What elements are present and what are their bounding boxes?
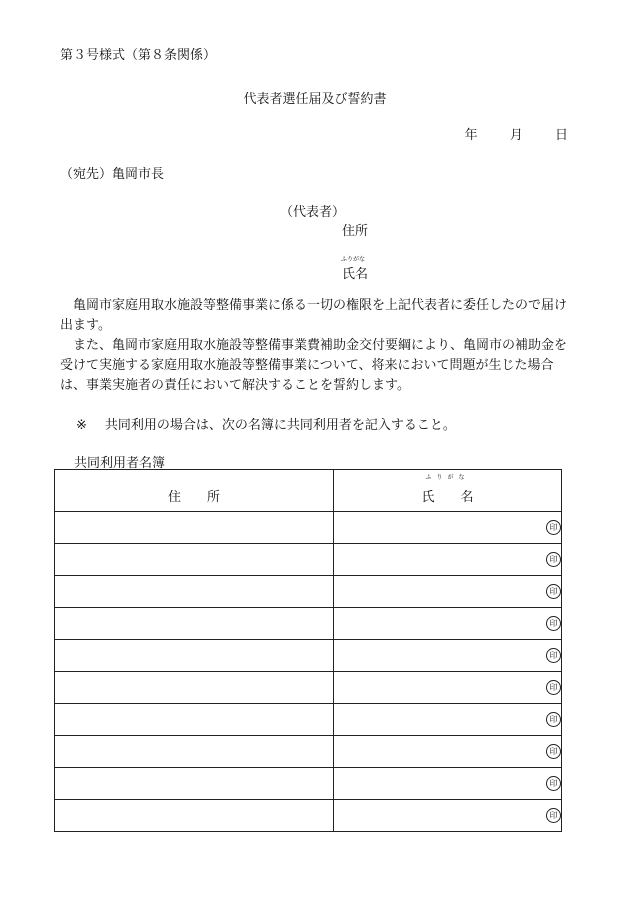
document-title: 代表者選任届及び誓約書 bbox=[243, 92, 387, 107]
table-row bbox=[55, 800, 562, 832]
name-cell[interactable] bbox=[334, 608, 562, 640]
header-name: ふりがな 氏名 bbox=[334, 470, 562, 512]
date-year: 年 bbox=[464, 128, 478, 143]
address-cell[interactable] bbox=[55, 544, 334, 576]
seal-icon: 印 bbox=[546, 552, 561, 567]
body-paragraph-pledge: また、亀岡市家庭用取水施設等整備事業費補助金交付要綱により、亀岡市の補助金を受けて実施する家庭用取水施設等整備事業について、将来において問題が生じた場合は、事業実施者の責任において解決することを誓約します。 bbox=[60, 338, 568, 393]
applicant-name-furigana: ふりがな bbox=[341, 256, 366, 263]
note-text: 共同利用の場合は、次の名簿に共同利用者を記入すること。 bbox=[104, 418, 456, 433]
table-row bbox=[55, 704, 562, 736]
name-cell[interactable] bbox=[334, 800, 562, 832]
date-line bbox=[443, 124, 568, 143]
address-cell[interactable] bbox=[55, 800, 334, 832]
table-row bbox=[55, 544, 562, 576]
body-paragraph-delegation: 亀岡市家庭用取水施設等整備事業に係る一切の権限を上記代表者に委任したので届け出ます。 bbox=[60, 298, 568, 333]
table-row bbox=[55, 608, 562, 640]
representative-label: （代表者） bbox=[280, 205, 346, 220]
name-cell[interactable] bbox=[334, 576, 562, 608]
note-mark: ※ bbox=[76, 418, 87, 433]
name-cell[interactable] bbox=[334, 544, 562, 576]
table-row bbox=[55, 768, 562, 800]
seal-icon: 印 bbox=[546, 680, 561, 695]
seal-icon: 印 bbox=[546, 712, 561, 727]
table-caption: 共同利用者名簿 bbox=[74, 456, 166, 471]
co-user-table bbox=[54, 469, 562, 832]
address-cell[interactable] bbox=[55, 704, 334, 736]
date-day: 日 bbox=[554, 128, 568, 143]
header-address: 住所 bbox=[55, 470, 334, 512]
date-month: 月 bbox=[509, 128, 523, 143]
address-cell[interactable] bbox=[55, 576, 334, 608]
name-cell[interactable] bbox=[334, 672, 562, 704]
header-name-furigana: ふりがな bbox=[425, 474, 470, 481]
addressee: （宛先）亀岡市長 bbox=[60, 167, 165, 182]
table-row bbox=[55, 736, 562, 768]
name-cell[interactable] bbox=[334, 768, 562, 800]
address-cell[interactable] bbox=[55, 768, 334, 800]
address-cell[interactable] bbox=[55, 512, 334, 544]
name-cell[interactable] bbox=[334, 704, 562, 736]
address-cell[interactable] bbox=[55, 640, 334, 672]
seal-icon: 印 bbox=[546, 648, 561, 663]
table-header-row bbox=[55, 470, 562, 512]
table-row bbox=[55, 512, 562, 544]
address-cell[interactable] bbox=[55, 736, 334, 768]
address-cell[interactable] bbox=[55, 672, 334, 704]
seal-icon: 印 bbox=[546, 616, 561, 631]
table-row bbox=[55, 672, 562, 704]
name-cell[interactable] bbox=[334, 512, 562, 544]
note bbox=[76, 414, 456, 433]
seal-icon: 印 bbox=[546, 776, 561, 791]
seal-icon: 印 bbox=[546, 584, 561, 599]
address-cell[interactable] bbox=[55, 608, 334, 640]
seal-icon: 印 bbox=[546, 808, 561, 823]
seal-icon: 印 bbox=[546, 744, 561, 759]
form-number: 第３号様式（第８条関係） bbox=[60, 48, 217, 63]
body-text bbox=[60, 296, 578, 396]
table-row bbox=[55, 576, 562, 608]
seal-icon: 印 bbox=[546, 520, 561, 535]
name-cell[interactable] bbox=[334, 640, 562, 672]
name-cell[interactable] bbox=[334, 736, 562, 768]
applicant-name-label: 氏名 bbox=[342, 267, 369, 282]
table-row bbox=[55, 640, 562, 672]
applicant-address-label: 住所 bbox=[342, 224, 369, 239]
